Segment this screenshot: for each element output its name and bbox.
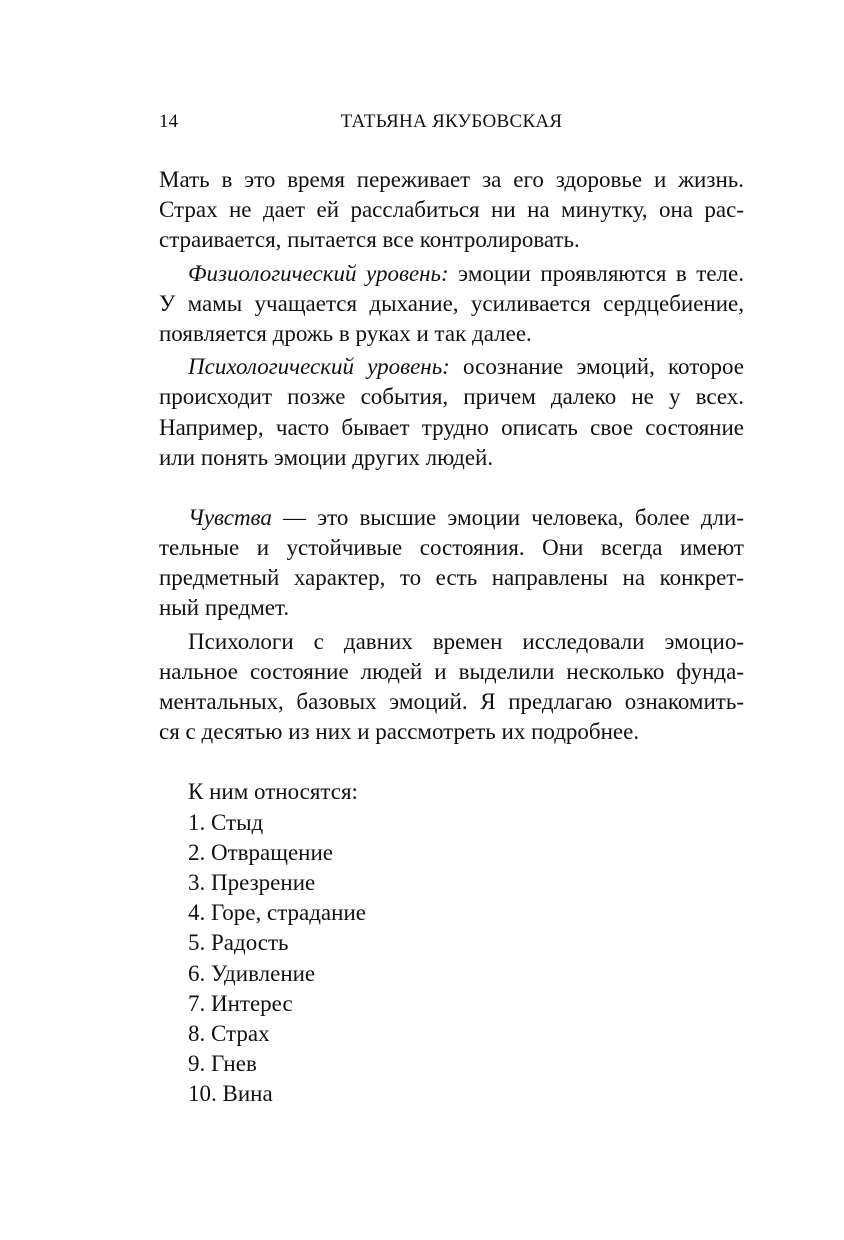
- text-line: Психологи с давних времен исследовали эмоцио-: [188, 628, 744, 654]
- text-line: [159, 352, 744, 382]
- text-line: тельные и устойчивые состояния. Они всегда имеют: [159, 535, 744, 561]
- list-item: 10. Вина: [188, 1081, 273, 1107]
- text-line: ментальных, базовых эмоций. Я предлагаю ознакомить-: [159, 689, 744, 714]
- text-line: происходит позже события, причем далеко не у всех.: [159, 384, 744, 410]
- text-line: Например, часто бывает трудно описать свое состояние: [159, 414, 744, 440]
- paragraph-physiological-level: [159, 259, 744, 350]
- paragraph-1: [159, 165, 744, 256]
- text-line: предметный характер, то есть направлены на конкрет-: [159, 565, 744, 591]
- text-fragment: — это высшие эмоции человека, более дли-: [271, 504, 744, 530]
- list-item: 1. Стыд: [188, 809, 264, 835]
- text-line: У мамы учащается дыхание, усиливается сердцебиение,: [159, 290, 744, 316]
- list-intro: К ним относятся:: [188, 779, 358, 805]
- text-line: Мать в это время переживает за его здоровье и жизнь.: [159, 167, 744, 192]
- list-item: 7. Интерес: [188, 990, 293, 1016]
- term-feelings: Чувства: [188, 504, 272, 530]
- book-author: ТАТЬЯНА ЯКУБОВСКАЯ: [340, 111, 563, 132]
- page-number: 14: [159, 111, 178, 132]
- list-item: 8. Страх: [188, 1020, 270, 1046]
- list-item: 4. Горе, страдание: [188, 900, 366, 926]
- text-line: или понять эмоции других людей.: [159, 444, 494, 470]
- text-fragment: осознание эмоций, которое: [449, 354, 744, 380]
- text-line: ся с десятью из них и рассмотреть их подробнее.: [159, 719, 640, 745]
- text-line: появляется дрожь в руках и так далее.: [159, 320, 532, 346]
- text-line: [159, 259, 744, 289]
- paragraph-basic-emotions: [159, 627, 744, 748]
- term-physiological-level: Физиологический уровень:: [188, 260, 449, 286]
- text-line: Страх не дает ей расслабиться ни на минутку, она рас-: [159, 197, 744, 223]
- emotions-list: [159, 777, 744, 1109]
- running-head: [159, 108, 744, 136]
- paragraph-psychological-level: [159, 352, 744, 473]
- text-line: страивается, пытается все контролировать.: [159, 227, 580, 253]
- list-item: 5. Радость: [188, 930, 289, 956]
- text-line: нальное состояние людей и выделили несколько фунда-: [159, 658, 744, 684]
- text-line: ный предмет.: [159, 595, 290, 621]
- text-line: [159, 503, 744, 533]
- list-item: 6. Удивление: [188, 960, 316, 986]
- text-fragment: эмоции проявляются в теле.: [448, 260, 744, 286]
- list-item: 2. Отвращение: [188, 839, 333, 865]
- term-psychological-level: Психологический уровень:: [188, 354, 450, 380]
- list-item: 3. Презрение: [188, 869, 316, 895]
- list-item: 9. Гнев: [188, 1051, 257, 1077]
- paragraph-feelings: [159, 503, 744, 624]
- body-text: [159, 165, 744, 1109]
